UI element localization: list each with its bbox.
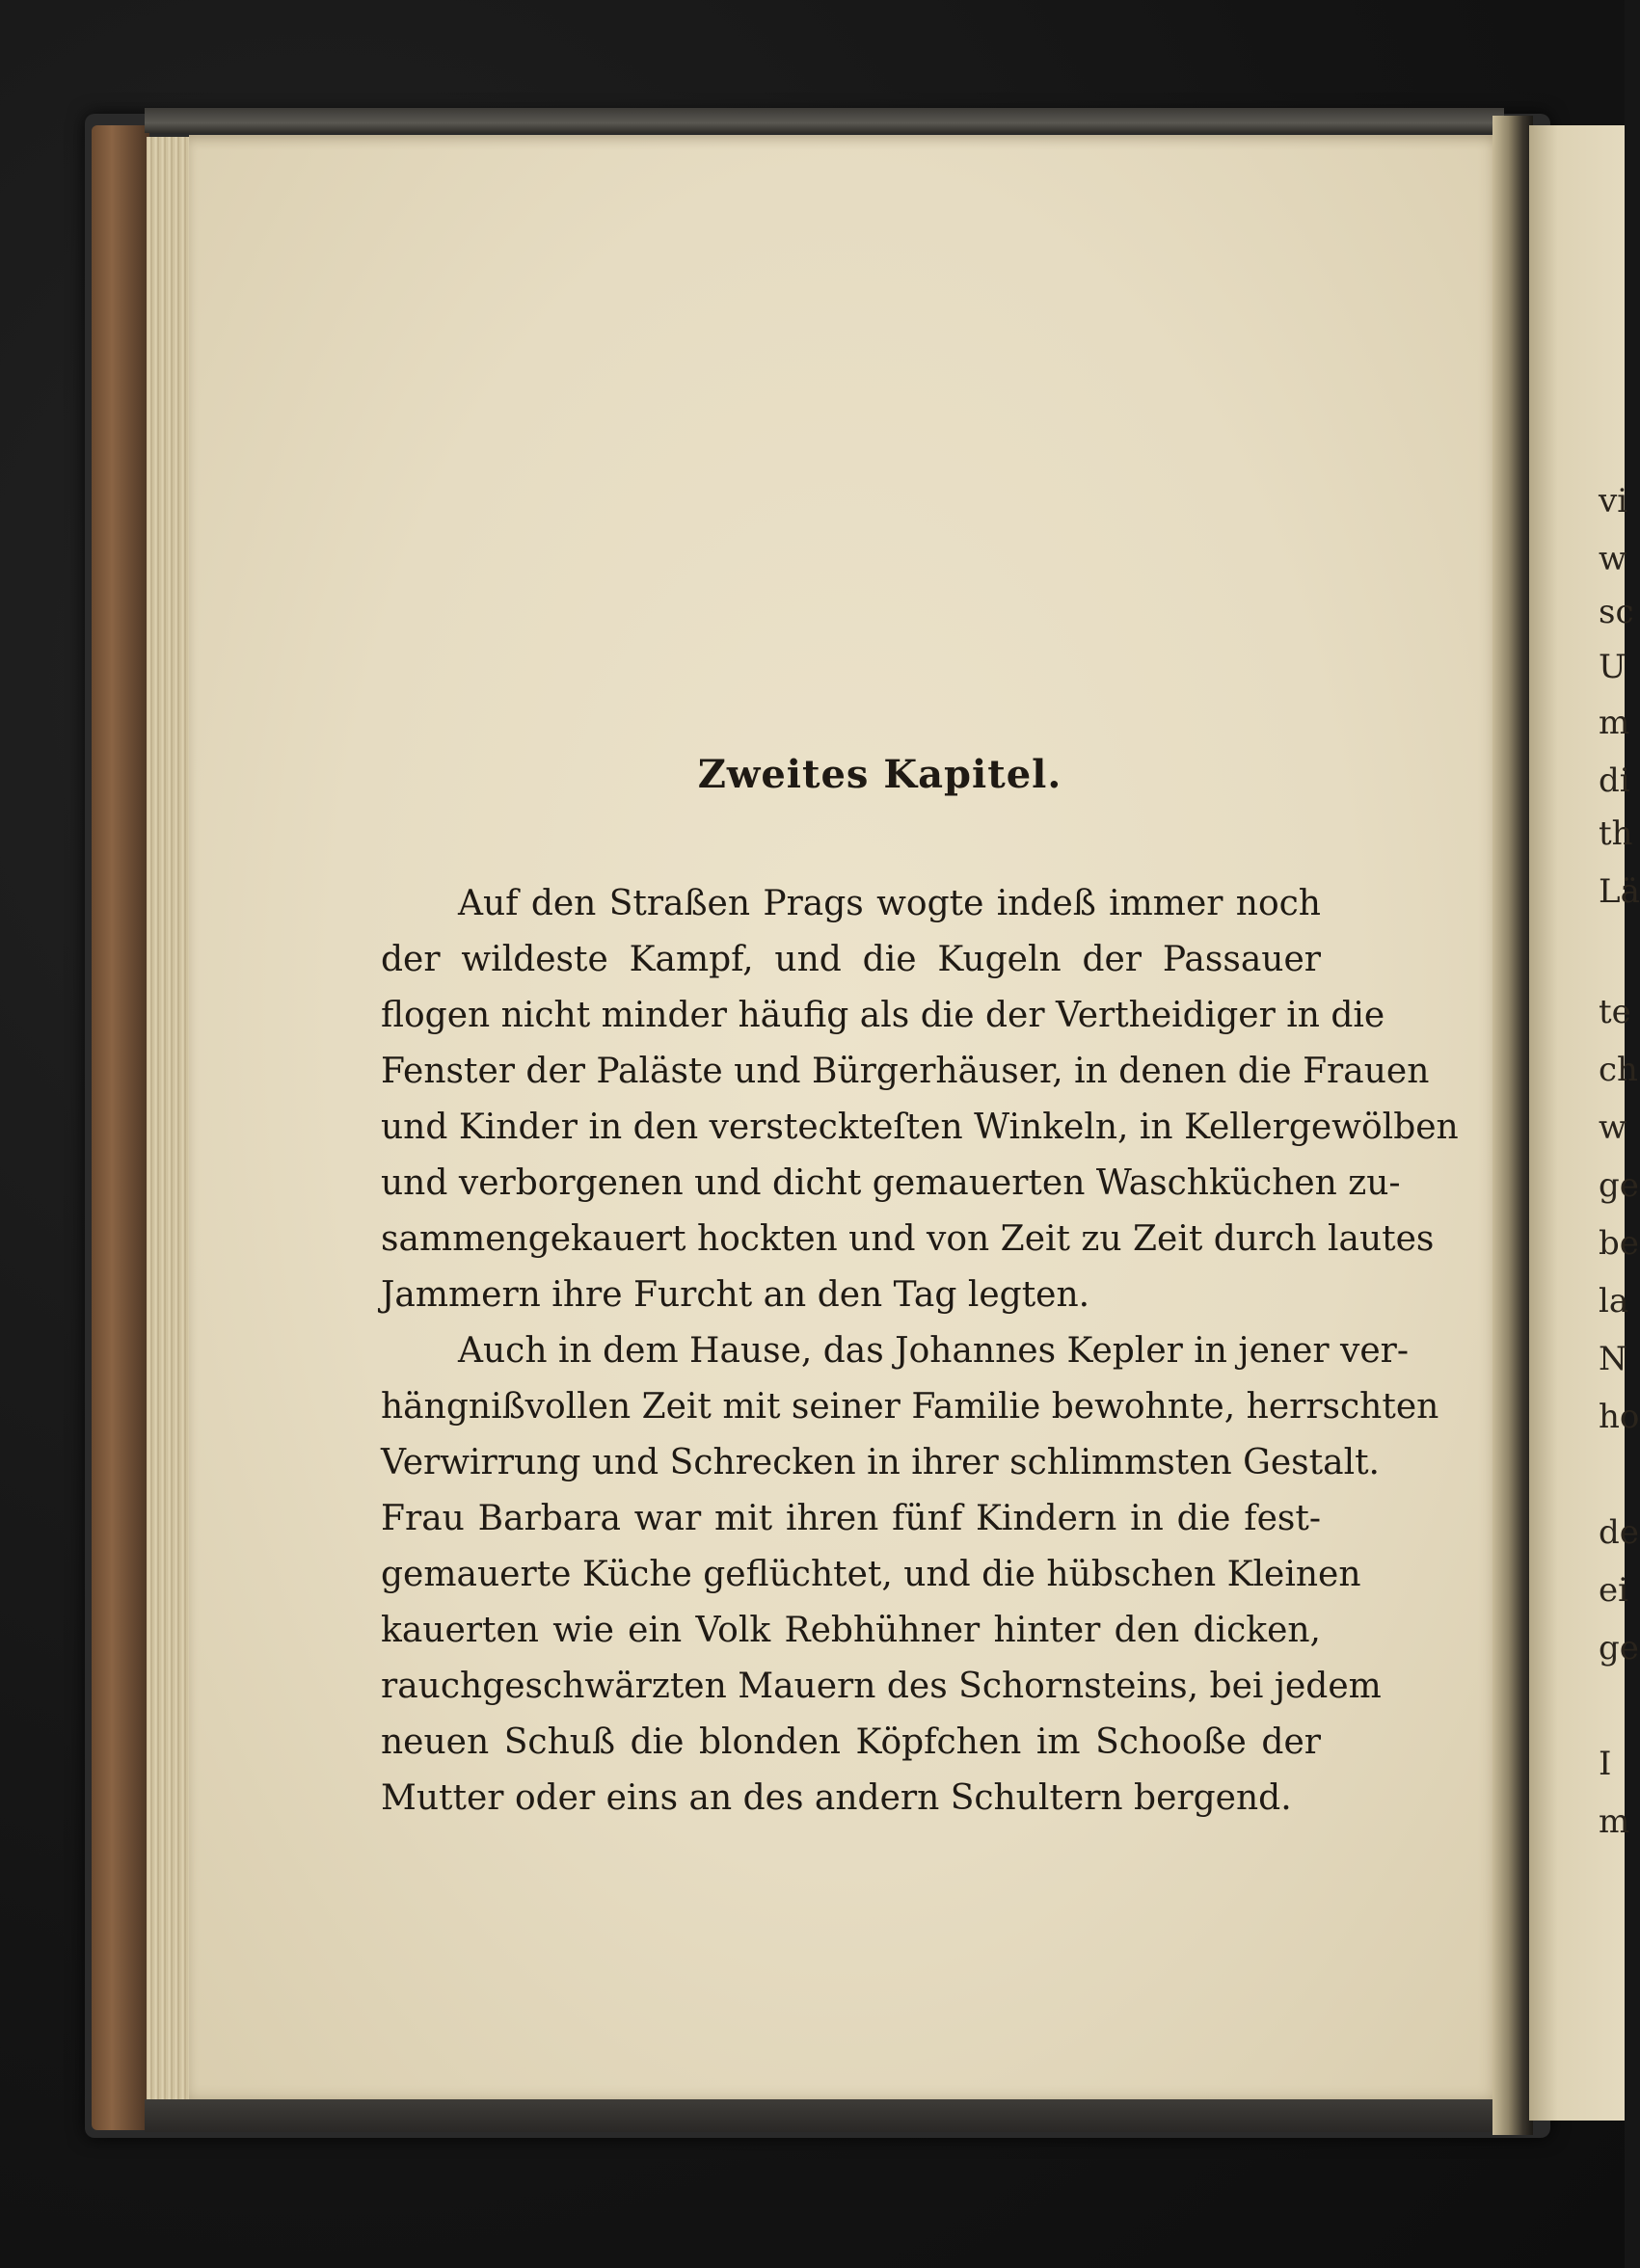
facing-page-fragment: ho — [1599, 1398, 1640, 1436]
facing-page-fragment: la — [1599, 1282, 1629, 1321]
facing-page-fragment: ge — [1599, 1166, 1639, 1205]
text-line: Verwirrung und Schrecken in ihrer schlimmsten Gestalt. — [381, 1443, 1381, 1482]
text-line: neuen Schuß die blonden Köpfchen im Schooße der — [381, 1722, 1321, 1762]
text-line: Frau Barbara war mit ihren fünf Kindern in die fest- — [381, 1499, 1321, 1538]
paragraph — [381, 876, 1459, 1323]
text-line: flogen nicht minder häufig als die der Vertheidiger in die — [381, 996, 1385, 1035]
chapter-title: Zweites Kapitel. — [697, 752, 1062, 797]
text-block — [381, 752, 1459, 1827]
facing-page — [1529, 125, 1640, 2121]
facing-page-fragment: de — [1599, 1513, 1639, 1552]
text-line: rauchgeschwärzten Mauern des Schornsteins, bei jedem — [381, 1667, 1382, 1706]
facing-page-fragment: m — [1599, 704, 1630, 742]
text-line: der wildeste Kampf, und die Kugeln der Passauer — [381, 940, 1321, 979]
text-line: sammengekauert hockten und von Zeit zu Zeit durch lautes — [381, 1219, 1435, 1259]
text-line: Fenster der Paläste und Bürgerhäuser, in denen die Frauen — [381, 1052, 1430, 1091]
facing-page-fragment: te — [1599, 993, 1631, 1031]
facing-page-fragment: th — [1599, 814, 1633, 853]
text-line: Jammern ihre Furcht an den Tag legten. — [381, 1275, 1090, 1315]
facing-page-fragment: di — [1599, 761, 1630, 800]
text-line: kauerten wie ein Volk Rebhühner hinter den dicken, — [381, 1611, 1321, 1650]
facing-page-fragment: N — [1599, 1340, 1627, 1378]
facing-page-fragment: ei — [1599, 1571, 1628, 1610]
text-line: und verborgenen und dicht gemauerten Waschküchen zu- — [381, 1163, 1401, 1203]
facing-page-fragment: m — [1599, 1802, 1630, 1841]
text-line: Auf den Straßen Prags wogte indeß immer noch — [458, 884, 1321, 923]
cover-bottom-edge — [145, 2099, 1523, 2132]
facing-page-fragment: sc — [1599, 593, 1634, 631]
facing-page-fragment: Lä — [1599, 872, 1640, 911]
facing-page-fragment: ge — [1599, 1629, 1639, 1668]
facing-page-fragment: w — [1599, 1108, 1627, 1147]
cover-left-edge — [92, 125, 149, 2130]
body-text — [381, 876, 1459, 1827]
text-line: hängnißvollen Zeit mit seiner Familie bewohnte, herrschten — [381, 1387, 1439, 1427]
cover-top-edge — [145, 108, 1504, 133]
page-edges — [147, 137, 193, 2122]
text-line: Mutter oder eins an des andern Schultern bergend. — [381, 1778, 1292, 1818]
text-line: gemauerte Küche geflüchtet, und die hübschen Kleinen — [381, 1555, 1361, 1594]
paragraph — [381, 1323, 1439, 1827]
facing-page-fragment: vi — [1599, 482, 1628, 520]
facing-page-fragment: ch — [1599, 1051, 1638, 1089]
text-line: Auch in dem Hause, das Johannes Kepler in jener ver- — [458, 1331, 1410, 1371]
text-line: und Kinder in den versteckteſten Winkeln, in Kellergewölben — [381, 1107, 1459, 1147]
facing-page-fragment: I — [1599, 1745, 1612, 1783]
book-gutter — [1492, 116, 1533, 2135]
facing-page-fragment: be — [1599, 1224, 1639, 1263]
facing-page-fragment: w — [1599, 540, 1627, 578]
facing-page-fragment: U — [1599, 648, 1627, 686]
